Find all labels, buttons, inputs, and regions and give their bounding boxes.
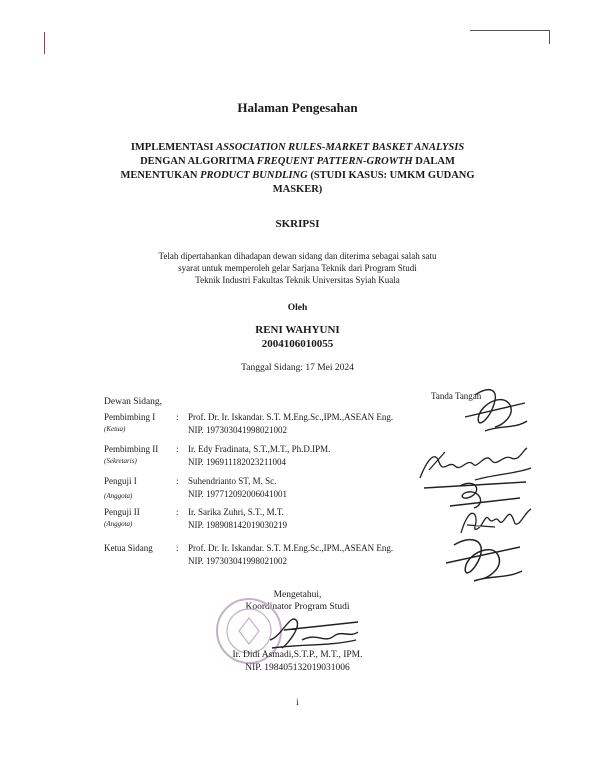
page-title: Halaman Pengesahan [237,100,358,115]
colon: : [176,507,179,517]
board-role: Ketua Sidang [104,543,153,553]
board-name: Ir. Edy Fradinata, S.T.,M.T., Ph.D.IPM. [188,444,331,454]
board-sub-role: (Anggota) [104,520,133,528]
coordinator-nip: NIP. 198405132019031006 [245,663,350,673]
board-role: Pembimbing I [104,412,156,422]
signature-pembimbing-1 [455,385,545,437]
board-nip: NIP. 197303041998021002 [188,425,288,435]
board-role: Pembimbing II [104,444,159,454]
colon: : [176,412,179,422]
author-name: RENI WAHYUNI [255,324,340,336]
by-label: Oleh [287,303,308,313]
colon: : [176,543,179,553]
page-number: i [296,698,299,708]
acknowledged-label: Mengetahui, [273,590,322,600]
board-name: Ir. Sarika Zuhri, S.T., M.T. [188,507,284,517]
board-nip: NIP. 196911182023211004 [188,457,287,467]
board-name: Prof. Dr. Ir. Iskandar. S.T. M.Eng.Sc.,IPM.,ASEAN Eng. [188,412,394,422]
scan-edge-left [44,32,45,54]
colon: : [176,444,179,454]
coordinator-name: Ir. Didi Asmadi,S.T.P., M.T., IPM. [232,650,363,660]
board-nip: NIP. 197303041998021002 [188,556,288,566]
scan-edge-top [470,30,550,31]
thesis-title: IMPLEMENTASI ASSOCIATION RULES-MARKET BASKET ANALYSIS DENGAN ALGORITMA FREQUENT PATTERN-GROWTH DALAM MENENTUKAN PRODUCT BUNDLING (STUDI KASUS: UMKM GUDANG MASKER) [120,142,475,195]
exam-date: Tanggal Sidang: 17 Mei 2024 [241,363,354,373]
board-sub-role: (Sekretaris) [104,457,137,465]
scan-edge-right [549,30,550,44]
signature-coordinator [262,610,362,654]
description: Telah dipertahankan dihadapan dewan sidang dan diterima sebagai salah satu syarat untuk memperoleh gelar Sarjana Teknik dari Program Studi Teknik Industri Fakultas Teknik Universitas Syiah Kuala [158,251,437,285]
board-nip: NIP. 197712092006041001 [188,489,288,499]
colon: : [176,476,179,486]
board-sub-role: (Ketua) [104,425,126,433]
coordinator-label: Koordinator Program Studi [245,602,350,612]
signature-label: Tanda Tangan [431,391,482,401]
document-type: SKRIPSI [275,218,320,230]
board-nip: NIP. 198908142019030219 [188,520,288,530]
board-role: Penguji I [104,476,137,486]
board-label: Dewan Sidang, [104,397,163,407]
author-nim: 2004106010055 [261,338,334,350]
board-sub-role: (Anggota) [104,492,133,500]
board-name: Prof. Dr. Ir. Iskandar. S.T. M.Eng.Sc.,IPM.,ASEAN Eng. [188,543,394,553]
board-name: Suhendrianto ST, M. Sc. [188,476,277,486]
signature-ketua-sidang [440,533,535,583]
board-role: Penguji II [104,507,140,517]
